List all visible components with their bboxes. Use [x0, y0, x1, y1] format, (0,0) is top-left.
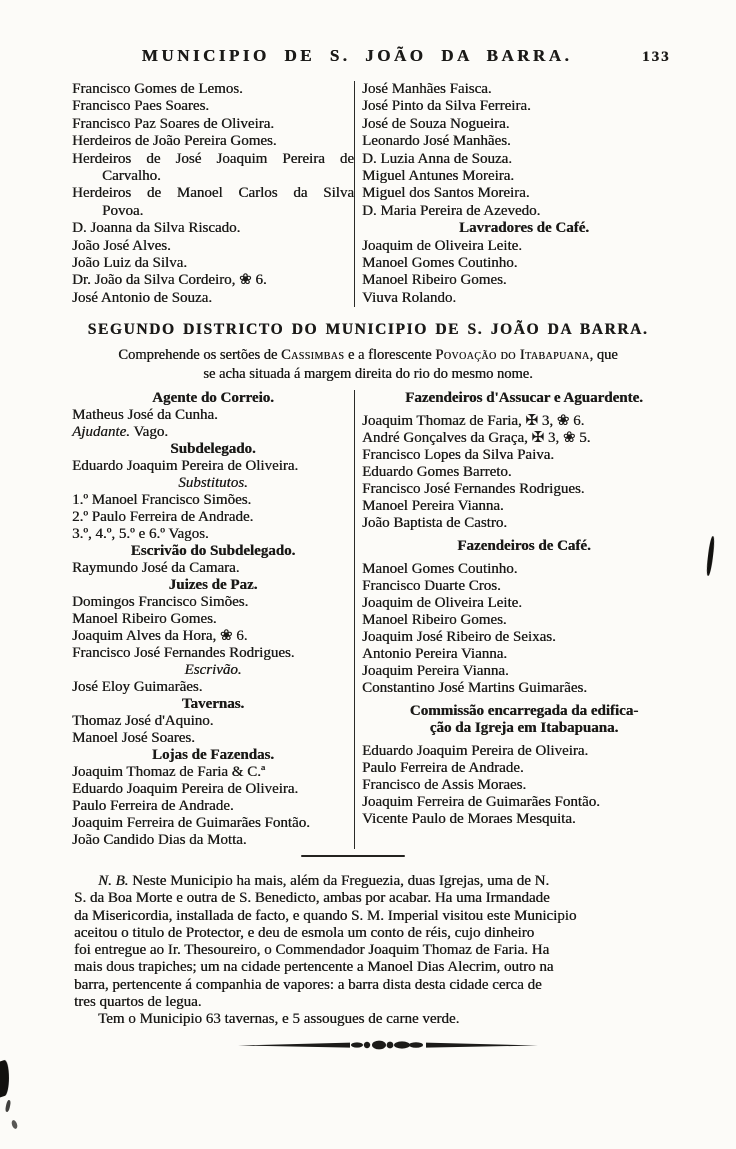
column-heading: Commissão encarregada da edifica-: [409, 703, 639, 720]
subheading-italic: Escrivão.: [184, 662, 242, 679]
directory-entry: Joaquim José Ribeiro de Seixas.: [362, 629, 556, 646]
directory-entry: 2.º Paulo Ferreira de Andrade.: [72, 509, 254, 526]
page-number: 133: [642, 49, 671, 65]
directory-entry: Joaquim de Oliveira Leite.: [362, 595, 522, 612]
directory-entry: Raymundo José da Camara.: [72, 560, 240, 577]
directory-entry: 3.º, 4.º, 5.º e 6.º Vagos.: [72, 526, 209, 543]
resident-name: José Antonio de Souza.: [72, 289, 212, 306]
directory-entry: Domingos Francisco Simões.: [72, 594, 249, 611]
directory-entry: Francisco José Fernandes Rodrigues.: [72, 645, 295, 662]
resident-name: Francisco Paz Soares de Oliveira.: [72, 115, 275, 132]
resident-name: Manoel Gomes Coutinho.: [362, 255, 518, 272]
directory-entry: Paulo Ferreira de Andrade.: [72, 798, 234, 815]
section-end-rule: [301, 855, 405, 857]
ink-smudge: [0, 1059, 9, 1098]
note-line: da Misericordia, installada de facto, e quando S. M. Imperial visitou este Municipio: [74, 907, 577, 924]
column-heading: Lojas de Fazendas.: [151, 747, 275, 764]
directory-entry: Joaquim Ferreira de Guimarães Fontão.: [72, 815, 310, 832]
directory-entry: 1.º Manoel Francisco Simões.: [72, 492, 252, 509]
ink-smudge: [706, 536, 716, 576]
note-line: tres quartos de legua.: [74, 993, 202, 1010]
column-heading: Fazendeiros de Café.: [457, 538, 591, 555]
running-header: [0, 0, 736, 66]
subtitle-fragment: , que: [589, 347, 618, 364]
directory-entry: Eduardo Joaquim Pereira de Oliveira.: [72, 458, 299, 475]
resident-name: Manoel Ribeiro Gomes.: [362, 272, 507, 289]
column-heading: Lavradores de Café.: [458, 220, 590, 237]
district-title: SEGUNDO DISTRICTO DO MUNICIPIO DE S. JOÃO DA BARRA.: [87, 321, 649, 339]
directory-entry: Joaquim Ferreira de Guimarães Fontão.: [362, 794, 600, 811]
nota-bene-paragraph: [74, 873, 694, 1028]
district-listings-section: [72, 390, 686, 849]
column-heading: ção da Igreja em Itabapuana.: [429, 720, 619, 737]
district-right-column: [354, 390, 686, 849]
subheading-italic: Substitutos.: [178, 475, 248, 492]
district-subtitle-line1: [0, 346, 736, 365]
directory-entry: Francisco Duarte Cros.: [362, 578, 501, 595]
subtitle-fragment: Comprehende os sertões de: [118, 347, 281, 364]
resident-name: Herdeiros de Manoel Carlos da Silva: [72, 185, 354, 202]
directory-entry: André Gonçalves da Graça, ✠ 3, ❀ 5.: [362, 430, 591, 447]
landowners-left-column: [72, 81, 354, 307]
directory-entry: Francisco Lopes da Silva Paiva.: [362, 447, 555, 464]
resident-name: Viuva Rolando.: [362, 289, 457, 306]
resident-name: José Pinto da Silva Ferreira.: [362, 98, 531, 115]
resident-name: Joaquim de Oliveira Leite.: [362, 237, 522, 254]
directory-entry: Joaquim Pereira Vianna.: [362, 663, 509, 680]
resident-name: Miguel dos Santos Moreira.: [362, 185, 530, 202]
district-left-column: [72, 390, 354, 849]
divider-ornament: [238, 1038, 538, 1052]
resident-name: D. Joanna da Silva Riscado.: [72, 220, 241, 237]
directory-entry: Joaquim Alves da Hora, ❀ 6.: [72, 628, 248, 645]
directory-entry: Francisco de Assis Moraes.: [362, 777, 527, 794]
resident-name: Povoa.: [102, 202, 144, 219]
landowners-section: [72, 81, 686, 307]
resident-name: José de Souza Nogueira.: [362, 115, 510, 132]
resident-name: João José Alves.: [72, 237, 171, 254]
directory-entry: José Eloy Guimarães.: [72, 679, 203, 696]
page-title: MUNICIPIO DE S. JOÃO DA BARRA.: [141, 46, 573, 65]
note-line: mais dous trapiches; um na cidade pertencente a Manoel Dias Alecrim, outro na: [74, 959, 554, 976]
directory-entry: Manoel Ribeiro Gomes.: [72, 611, 217, 628]
note-line: barra, pertencente á companhia de vapores: a barra dista desta cidade cerca de: [74, 976, 542, 993]
directory-entry: Manoel José Soares.: [72, 730, 195, 747]
resident-name: D. Luzia Anna de Souza.: [362, 150, 512, 167]
resident-name: Leonardo José Manhães.: [362, 133, 511, 150]
directory-entry: Ajudante. Vago.: [72, 424, 168, 441]
directory-entry: João Baptista de Castro.: [362, 515, 507, 532]
resident-name: Dr. João da Silva Cordeiro, ❀ 6.: [72, 272, 267, 289]
directory-entry: Manoel Ribeiro Gomes.: [362, 612, 507, 629]
subtitle-fragment: e a florescente: [344, 347, 436, 364]
column-heading: Fazendeiros d'Assucar e Aguardente.: [405, 390, 643, 407]
directory-entry: Eduardo Joaquim Pereira de Oliveira.: [72, 781, 299, 798]
directory-entry: Constantino José Martins Guimarães.: [362, 680, 587, 697]
resident-name: Herdeiros de José Joaquim Pereira de: [72, 150, 354, 167]
directory-entry: Eduardo Gomes Barreto.: [362, 464, 512, 481]
resident-name: D. Maria Pereira de Azevedo.: [362, 202, 541, 219]
ink-smudge: [11, 1119, 19, 1129]
directory-entry: Joaquim Thomaz de Faria, ✠ 3, ❀ 6.: [362, 413, 585, 430]
resident-name: Carvalho.: [102, 168, 161, 185]
resident-name: José Manhães Faisca.: [362, 81, 492, 97]
directory-entry: Francisco José Fernandes Rodrigues.: [362, 481, 585, 498]
district-subtitle-line2: se acha situada á margem direita do rio do mesmo nome.: [203, 366, 533, 383]
landowners-right-column: [354, 81, 686, 307]
directory-entry: Eduardo Joaquim Pereira de Oliveira.: [362, 743, 589, 760]
note-line: Tem o Municipio 63 tavernas, e 5 assougues de carne verde.: [98, 1010, 460, 1027]
directory-entry: Vicente Paulo de Moraes Mesquita.: [362, 811, 576, 828]
resident-name: Francisco Gomes de Lemos.: [72, 81, 243, 97]
column-heading: Juizes de Paz.: [168, 577, 258, 594]
resident-name: João Luiz da Silva.: [72, 255, 187, 272]
ink-smudge: [2, 1082, 5, 1090]
directory-entry: Joaquim Thomaz de Faria & C.ª: [72, 764, 265, 781]
subtitle-fragment: Povoação do Itabapuana: [435, 347, 590, 364]
directory-entry: Matheus José da Cunha.: [72, 407, 218, 424]
column-heading: Tavernas.: [181, 696, 245, 713]
note-line: foi entregue ao Ir. Thesoureiro, o Commendador Joaquim Thomaz de Faria. Ha: [74, 942, 550, 959]
note-line: N. B. Neste Municipio ha mais, além da Freguezia, duas Igrejas, uma de N.: [98, 873, 550, 890]
resident-name: Miguel Antunes Moreira.: [362, 168, 515, 185]
directory-entry: Paulo Ferreira de Andrade.: [362, 760, 524, 777]
note-line: S. da Boa Morte e outra de S. Benedicto, ambas por acabar. Ha uma Irmandade: [74, 890, 550, 907]
directory-entry: Manoel Gomes Coutinho.: [362, 561, 518, 578]
column-heading: Escrivão do Subdelegado.: [130, 543, 296, 560]
directory-entry: Manoel Pereira Vianna.: [362, 498, 504, 515]
column-heading: Agente do Correio.: [152, 390, 274, 407]
subtitle-fragment: Cassimbas: [280, 347, 345, 364]
district-subtitle: [0, 346, 736, 384]
resident-name: Herdeiros de João Pereira Gomes.: [72, 133, 277, 150]
directory-entry: Thomaz José d'Aquino.: [72, 713, 214, 730]
resident-name: Francisco Paes Soares.: [72, 98, 210, 115]
directory-entry: João Candido Dias da Motta.: [72, 832, 247, 849]
note-line: aceitou o titulo de Protector, e deu de esmola um conto de réis, cujo dinheiro: [74, 924, 535, 941]
ink-smudge: [5, 1100, 11, 1113]
column-heading: Subdelegado.: [170, 441, 256, 458]
directory-entry: Antonio Pereira Vianna.: [362, 646, 508, 663]
